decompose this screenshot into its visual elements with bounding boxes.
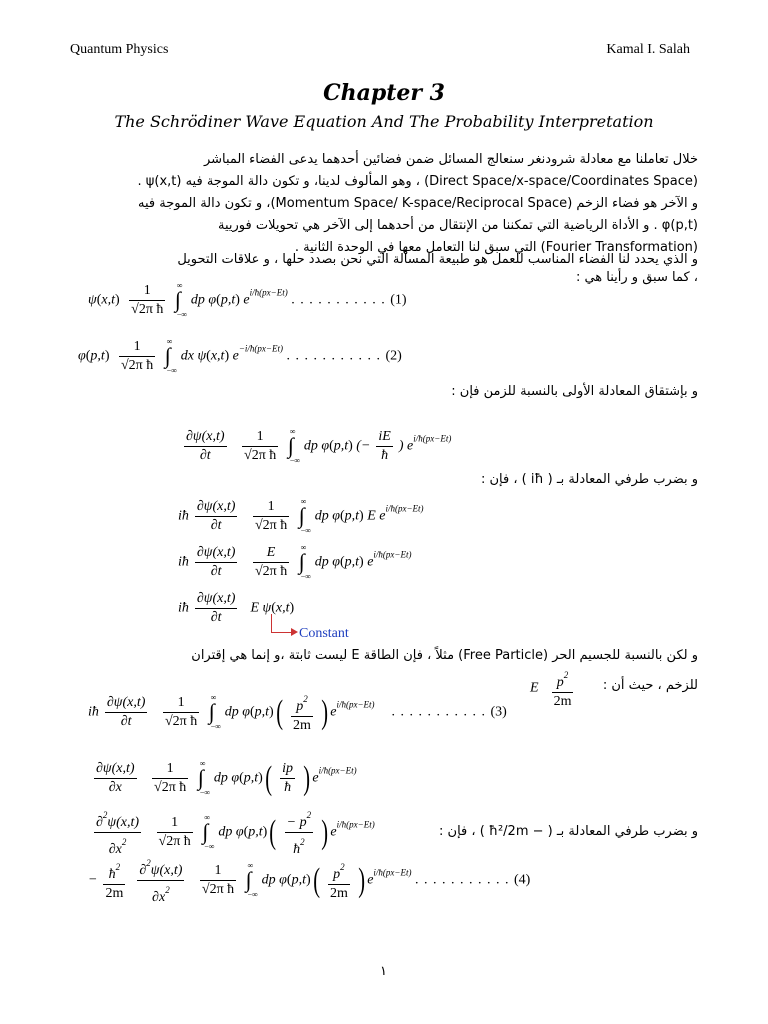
equation-ih-2: iħ $\frac{\partial\psi(x,t)}{\partial t}$ $\frac{E}{\text{√2π ħ}}$ ∫ ∞ −∞ dp φ(p,t) $e^{i/ħ(px-Et)}$	[178, 542, 412, 581]
paragraph-line-3: و الآخر هو فضاء الزخم (Momentum Space/ K-space/Reciprocal Space)، و تكون دالة الموجة فيه	[138, 196, 698, 211]
text-free-particle-2: للزخم ، حيث أن :	[602, 678, 698, 693]
paragraph-line-4: φ(p,t) . و الأداة الرياضية التي تمكننا من الإنتقال من أحدهما إلى الآخر هي تحويلات فوريية	[217, 218, 698, 233]
equation-2-label: (2)	[385, 348, 402, 364]
chapter-subtitle: The Schrödiner Wave Equation And The Probability Interpretation	[114, 112, 654, 131]
equation-energy-momentum: E $\frac{p^2}{2m}$	[530, 666, 579, 711]
text-free-particle-1: و لكن بالنسبة للجسيم الحر (Free Particle) مثلاً ، فإن الطاقة E ليست ثابتة ،و إنما هي إقتران	[191, 648, 698, 663]
paragraph-line-7: ، كما سبق و رأينا هي :	[575, 270, 698, 285]
equation-3: iħ $\frac{\partial\psi(x,t)}{\partial t}$ $\frac{1}{\text{√2π ħ}}$ ∫ ∞ −∞ dp φ(p,t)( $\frac{p^2}{2m}$ ) $e^{i/ħ(px-Et)}$ . . . . . . . . . . . (3)	[88, 690, 507, 735]
paragraph-line-6: و الذي يحدد لنا الفضاء المناسب للعمل هو طبيعة المسألة التي نحن بصدد حلها ، و علاقات التحويل	[177, 252, 698, 267]
paragraph-line-1: خلال تعاملنا مع معادلة شرودنغر سنعالج المسائل ضمن فضائين أحدهما يدعى الفضاء المباشر	[203, 152, 698, 167]
chapter-title: Chapter 3	[323, 80, 445, 106]
paragraph-line-2: (Direct Space/x-space/Coordinates Space) ، وهو المألوف لدينا، و تكون دالة الموجة فيه ψ(x,t) .	[137, 174, 698, 189]
text-multiply: و بضرب طرفي المعادلة بـ ( iħ ) ، فإن :	[480, 472, 698, 487]
equation-ih-3: iħ $\frac{\partial\psi(x,t)}{\partial t}$ E ψ(x,t)	[178, 591, 295, 625]
equation-4: − $\frac{ħ^2}{2m}$ $\frac{\partial^2\psi(x,t)}{\partial x^2}$ $\frac{1}{\text{√2π ħ}}$ ∫ ∞ −∞ dp φ(p,t)( $\frac{p^2}{2m}$ ) $e^{i/ħ(px-Et)}$ . . . . . . . . . . . (4)	[88, 854, 530, 907]
page-number: ١	[380, 964, 387, 979]
equation-2: φ(p,t) $\frac{1}{\text{√2π ħ}}$ ∫ ∞ −∞ dx ψ(x,t) $e^{-i/ħ(px-Et)}$ . . . . . . . . . . . (2)	[78, 336, 402, 375]
equation-1-label: (1)	[390, 292, 407, 308]
header-right: Kamal I. Salah	[606, 42, 690, 57]
equation-time-derivative: $\frac{\partial\psi(x,t)}{\partial t}$ $\frac{1}{\text{√2π ħ}}$ ∫ ∞ −∞ dp φ(p,t) (− $\frac{iE}{ħ}$ ) $e^{i/ħ(px-Et)}$	[186, 426, 452, 465]
paragraph-line-5: (Fourier Transformation) التي سبق لنا التعامل معها في الوحدة الثانية .	[294, 240, 698, 255]
equation-4-label: (4)	[513, 872, 531, 888]
equation-3-label: (3)	[490, 704, 507, 720]
constant-arrowhead	[291, 628, 298, 636]
header-left: Quantum Physics	[70, 42, 169, 57]
text-derivative: و بإشتقاق المعادلة الأولى بالنسبة للزمن فإن :	[451, 384, 698, 399]
equation-x-second-derivative: $\frac{\partial^2\psi(x,t)}{\partial x^2}$ $\frac{1}{\text{√2π ħ}}$ ∫ ∞ −∞ dp φ(p,t)( $\frac{- p^2}{ħ^2}$ ) $e^{i/ħ(px-Et)}$	[88, 806, 375, 859]
equation-ih-1: iħ $\frac{\partial\psi(x,t)}{\partial t}$ $\frac{1}{\text{√2π ħ}}$ ∫ ∞ −∞ dp φ(p,t) E $e^{i/ħ(px-Et)}$	[178, 496, 424, 535]
equation-1: ψ(x,t) $\frac{1}{\text{√2π ħ}}$ ∫ ∞ −∞ dp φ(p,t) $e^{i/ħ(px-Et)}$ . . . . . . . . . . . (1)	[88, 280, 407, 319]
constant-label: Constant	[299, 626, 349, 641]
text-multiply-2: و بضرب طرفي المعادلة بـ ( − ħ²/2m ) ، فإن :	[439, 824, 698, 839]
equation-x-derivative: $\frac{\partial\psi(x,t)}{\partial x}$ $\frac{1}{\text{√2π ħ}}$ ∫ ∞ −∞ dp φ(p,t)( $\frac{ip}{ħ}$ ) $e^{i/ħ(px-Et)}$	[96, 758, 357, 797]
